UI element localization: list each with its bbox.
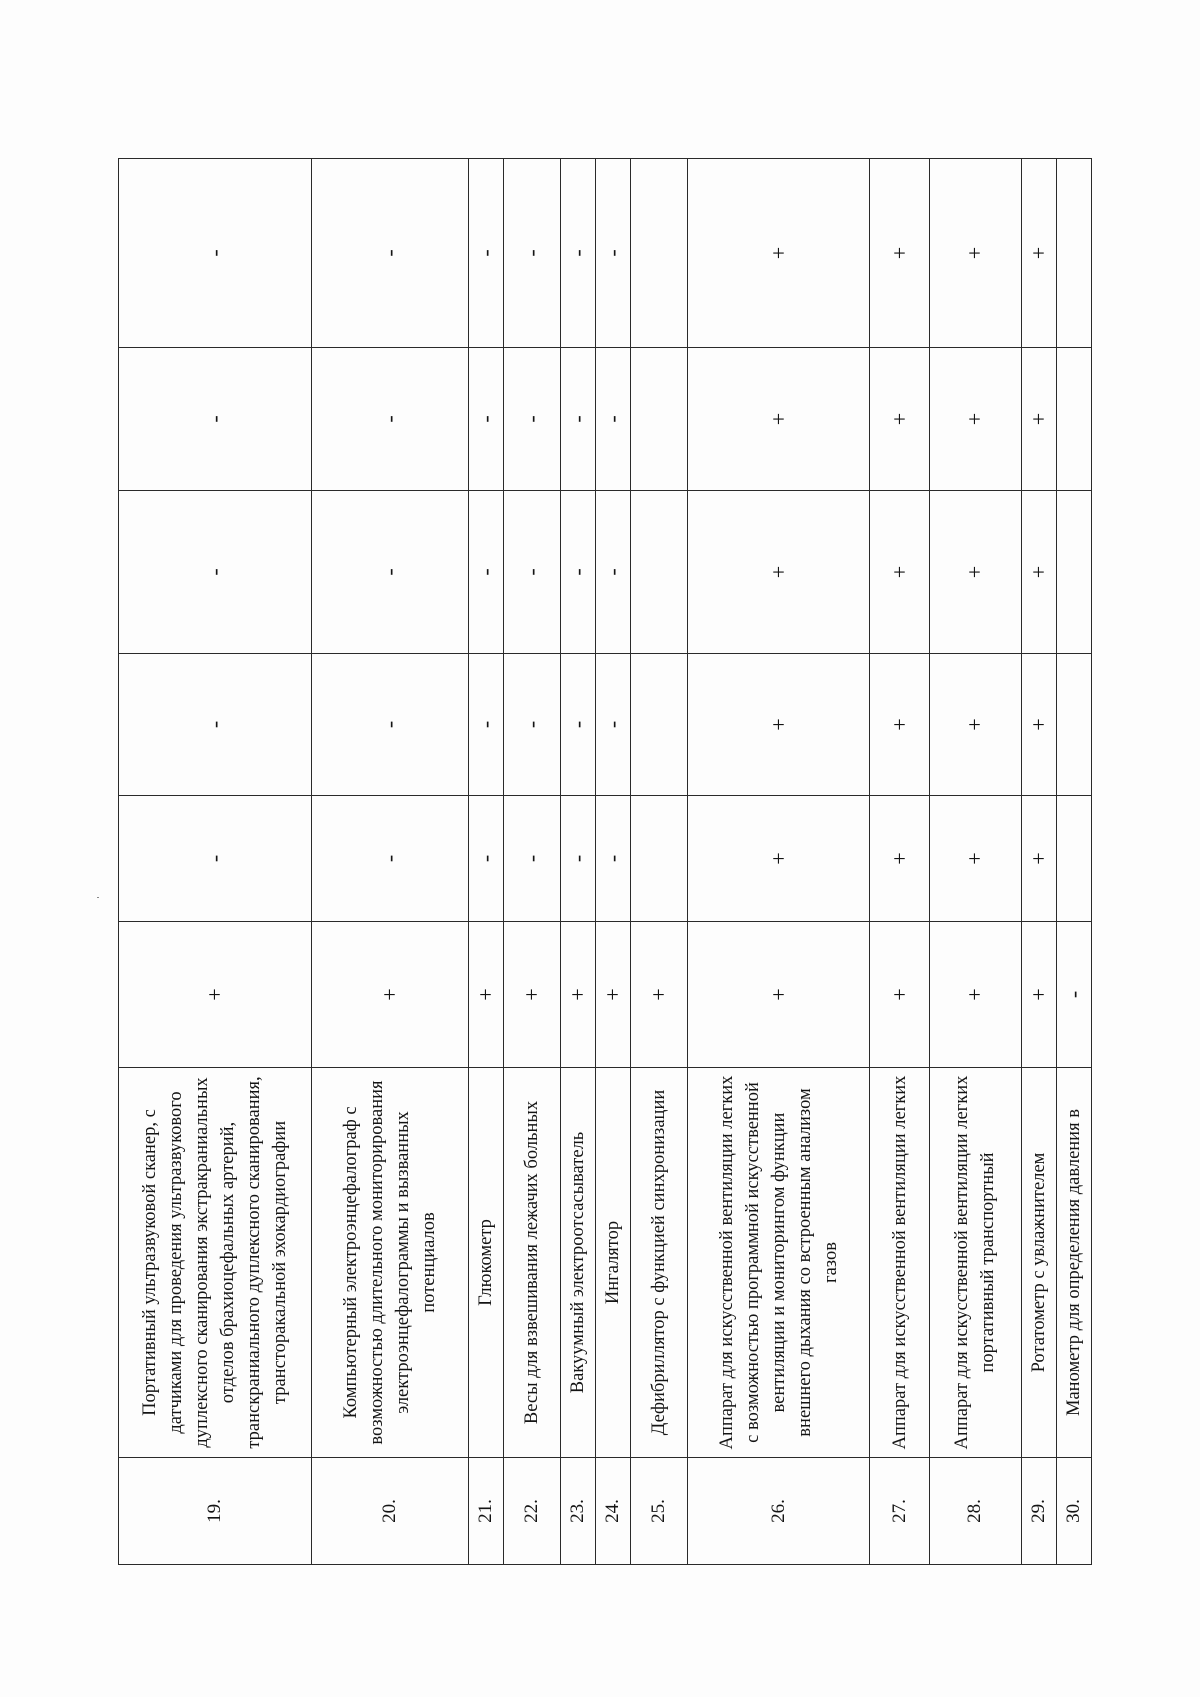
table-row [312, 159, 468, 1565]
availability-mark: + [1021, 796, 1056, 922]
availability-mark: + [468, 922, 503, 1068]
availability-mark: + [688, 922, 870, 1068]
availability-mark: - [312, 491, 468, 654]
availability-mark: + [870, 491, 930, 654]
availability-mark: - [561, 348, 596, 491]
equipment-name: Аппарат для искусственной вентиляции легких [870, 1068, 930, 1458]
availability-mark: + [1021, 159, 1056, 348]
availability-mark: - [119, 654, 312, 796]
row-number: 25. [631, 1458, 688, 1565]
table-row [468, 159, 503, 1565]
availability-mark: - [596, 491, 631, 654]
availability-mark [1056, 654, 1091, 796]
availability-mark: + [688, 348, 870, 491]
availability-mark: - [596, 348, 631, 491]
availability-mark [631, 348, 688, 491]
availability-mark [1056, 796, 1091, 922]
availability-mark: - [119, 796, 312, 922]
availability-mark: - [561, 654, 596, 796]
table-row [119, 159, 312, 1565]
row-number: 28. [930, 1458, 1022, 1565]
equipment-name: Компьютерный электроэнцефалограф с возможностью длительного мониторирования электроэнцефалограммы и вызванных потенциалов [312, 1068, 468, 1458]
availability-mark: + [930, 796, 1022, 922]
availability-mark: + [1021, 654, 1056, 796]
availability-mark: - [312, 348, 468, 491]
availability-mark [631, 159, 688, 348]
availability-mark [631, 654, 688, 796]
availability-mark: + [870, 922, 930, 1068]
availability-mark: - [561, 159, 596, 348]
availability-mark: - [561, 796, 596, 922]
scan-speck [97, 897, 99, 898]
row-number: 21. [468, 1458, 503, 1565]
availability-mark: - [561, 491, 596, 654]
availability-mark: + [1021, 922, 1056, 1068]
availability-mark: - [503, 654, 561, 796]
table-row [1056, 159, 1091, 1565]
availability-mark: - [468, 348, 503, 491]
availability-mark: - [503, 796, 561, 922]
row-number: 27. [870, 1458, 930, 1565]
availability-mark: + [688, 654, 870, 796]
row-number: 24. [596, 1458, 631, 1565]
row-number: 20. [312, 1458, 468, 1565]
availability-mark: + [870, 654, 930, 796]
availability-mark [1056, 491, 1091, 654]
availability-mark: + [870, 159, 930, 348]
availability-mark: - [503, 159, 561, 348]
availability-mark: + [930, 654, 1022, 796]
equipment-name: Ингалятор [596, 1068, 631, 1458]
availability-mark: - [503, 491, 561, 654]
availability-mark: + [688, 491, 870, 654]
availability-mark: + [1021, 348, 1056, 491]
row-number: 19. [119, 1458, 312, 1565]
availability-mark: - [119, 348, 312, 491]
availability-mark: + [631, 922, 688, 1068]
equipment-name: Аппарат для искусственной вентиляции легких с возможностью программной искусственной вентиляции и мониторингом функции внешнего дыхания со встроенным анализом газов [688, 1068, 870, 1458]
availability-mark: - [312, 654, 468, 796]
row-number: 23. [561, 1458, 596, 1565]
equipment-name: Портативный ультразвуковой сканер, с датчиками для проведения ультразвукового дуплексного сканирования экстракраниальных отделов брахиоцефальных артерий, транскраниального дуплексного сканирования, трансторакальной эхокардиографии [119, 1068, 312, 1458]
availability-mark [1056, 348, 1091, 491]
availability-mark: + [119, 922, 312, 1068]
availability-mark: + [596, 922, 631, 1068]
availability-mark: + [930, 491, 1022, 654]
availability-mark: - [312, 796, 468, 922]
availability-mark [631, 796, 688, 922]
availability-mark: - [119, 491, 312, 654]
table-row [688, 159, 870, 1565]
equipment-name: Глюкометр [468, 1068, 503, 1458]
availability-mark: - [596, 796, 631, 922]
row-number: 26. [688, 1458, 870, 1565]
table-row [596, 159, 631, 1565]
availability-mark: + [870, 348, 930, 491]
table-row [561, 159, 596, 1565]
equipment-name: Манометр для определения давления в [1056, 1068, 1091, 1458]
availability-mark: + [503, 922, 561, 1068]
availability-mark: + [688, 796, 870, 922]
table-row [1021, 159, 1056, 1565]
availability-mark: - [503, 348, 561, 491]
equipment-name: Дефибриллятор с функцией синхронизации [631, 1068, 688, 1458]
equipment-name: Аппарат для искусственной вентиляции легких портативный транспортный [930, 1068, 1022, 1458]
rotated-page [118, 159, 1092, 1565]
availability-mark: + [930, 348, 1022, 491]
availability-mark: + [561, 922, 596, 1068]
availability-mark: - [596, 159, 631, 348]
availability-mark [631, 491, 688, 654]
table-body [119, 159, 1092, 1565]
availability-mark: - [468, 654, 503, 796]
availability-mark: - [468, 491, 503, 654]
table-row [930, 159, 1022, 1565]
availability-mark: + [688, 159, 870, 348]
availability-mark: + [930, 922, 1022, 1068]
availability-mark: + [312, 922, 468, 1068]
availability-mark: - [596, 654, 631, 796]
row-number: 29. [1021, 1458, 1056, 1565]
row-number: 30. [1056, 1458, 1091, 1565]
availability-mark: - [468, 796, 503, 922]
row-number: 22. [503, 1458, 561, 1565]
table-row [870, 159, 930, 1565]
availability-mark: + [870, 796, 930, 922]
availability-mark: + [1021, 491, 1056, 654]
table-row [503, 159, 561, 1565]
equipment-table [118, 158, 1092, 1565]
table-row [631, 159, 688, 1565]
availability-mark: - [312, 159, 468, 348]
availability-mark: + [930, 159, 1022, 348]
equipment-name: Вакуумный электроотсасыватель [561, 1068, 596, 1458]
availability-mark: - [468, 159, 503, 348]
equipment-name: Ротатометр с увлажнителем [1021, 1068, 1056, 1458]
availability-mark: - [119, 159, 312, 348]
equipment-name: Весы для взвешивания лежачих больных [503, 1068, 561, 1458]
availability-mark [1056, 159, 1091, 348]
availability-mark: - [1056, 922, 1091, 1068]
